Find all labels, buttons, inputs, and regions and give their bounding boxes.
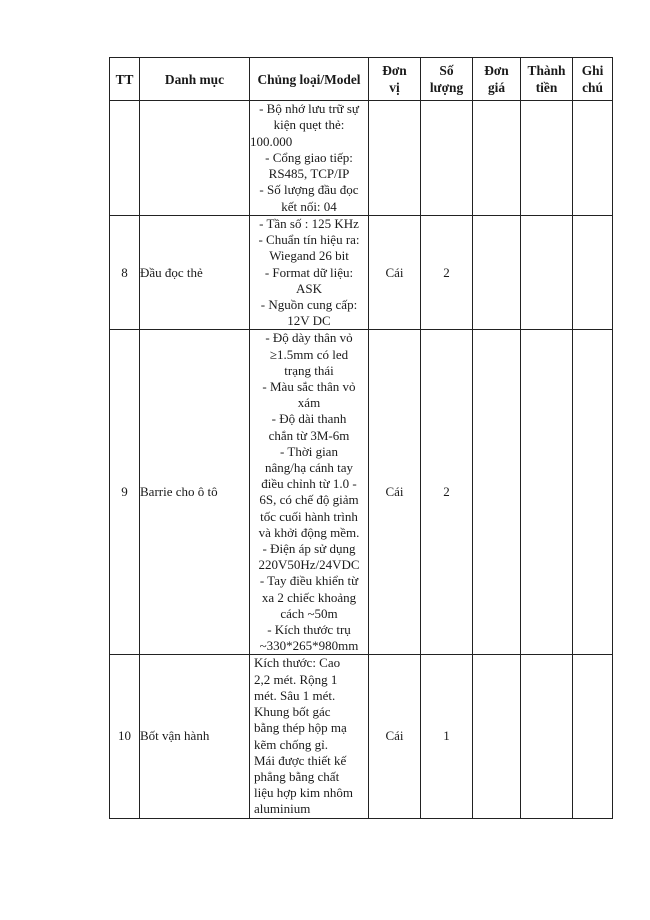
cell-spec: - Bộ nhớ lưu trữ sự kiện quẹt thẻ: 100.000 - Cổng giao tiếp: RS485, TCP/IP - Số lượng đầu đọc kết nối: 04	[250, 101, 369, 216]
cell-category: Bốt vận hành	[140, 655, 250, 818]
header-note: Ghi chú	[573, 58, 613, 101]
cell-unit: Cái	[369, 216, 421, 330]
cell-qty	[421, 101, 473, 216]
header-qty: Số lượng	[421, 58, 473, 101]
equipment-table	[109, 57, 613, 819]
cell-note	[573, 655, 613, 818]
cell-tt	[110, 101, 140, 216]
header-total: Thành tiền	[521, 58, 573, 101]
cell-total	[521, 330, 573, 655]
table-row	[110, 101, 613, 216]
cell-price	[473, 655, 521, 818]
cell-tt: 8	[110, 216, 140, 330]
cell-price	[473, 101, 521, 216]
table-row	[110, 330, 613, 655]
cell-spec: Kích thước: Cao 2,2 mét. Rộng 1 mét. Sâu 1 mét. Khung bốt gác bằng thép hộp mạ kẽm chống gỉ. Mái được thiết kế phẳng bằng chất liệu hợp kim nhôm aluminium	[250, 655, 369, 818]
cell-unit	[369, 101, 421, 216]
header-tt: TT	[110, 58, 140, 101]
cell-category	[140, 101, 250, 216]
cell-qty: 1	[421, 655, 473, 818]
cell-note	[573, 330, 613, 655]
table-row	[110, 655, 613, 818]
cell-price	[473, 216, 521, 330]
cell-category: Đầu đọc thẻ	[140, 216, 250, 330]
cell-total	[521, 101, 573, 216]
table-row	[110, 216, 613, 330]
cell-spec: - Tần số : 125 KHz - Chuẩn tín hiệu ra: Wiegand 26 bit - Format dữ liệu: ASK - Nguồn cung cấp: 12V DC	[250, 216, 369, 330]
cell-unit: Cái	[369, 655, 421, 818]
cell-spec: - Độ dày thân vỏ ≥1.5mm có led trạng thái - Màu sắc thân vỏ xám - Độ dài thanh chắn từ 3M-6m - Thời gian nâng/hạ cánh tay điều chỉnh từ 1.0 - 6S, có chế độ giảm tốc cuối hành trình và khởi động mềm. - Điện áp sử dụng 220V50Hz/24VDC - Tay điều khiển từ xa 2 chiếc khoảng cách ~50m - Kích thước trụ ~330*265*980mm	[250, 330, 369, 655]
cell-tt: 10	[110, 655, 140, 818]
cell-tt: 9	[110, 330, 140, 655]
cell-price	[473, 330, 521, 655]
header-unit: Đơn vị	[369, 58, 421, 101]
header-row	[110, 58, 613, 101]
cell-qty: 2	[421, 216, 473, 330]
header-model: Chủng loại/Model	[250, 58, 369, 101]
cell-total	[521, 216, 573, 330]
cell-note	[573, 101, 613, 216]
cell-total	[521, 655, 573, 818]
header-category: Danh mục	[140, 58, 250, 101]
header-price: Đơn giá	[473, 58, 521, 101]
cell-note	[573, 216, 613, 330]
cell-unit: Cái	[369, 330, 421, 655]
cell-qty: 2	[421, 330, 473, 655]
cell-category: Barrie cho ô tô	[140, 330, 250, 655]
